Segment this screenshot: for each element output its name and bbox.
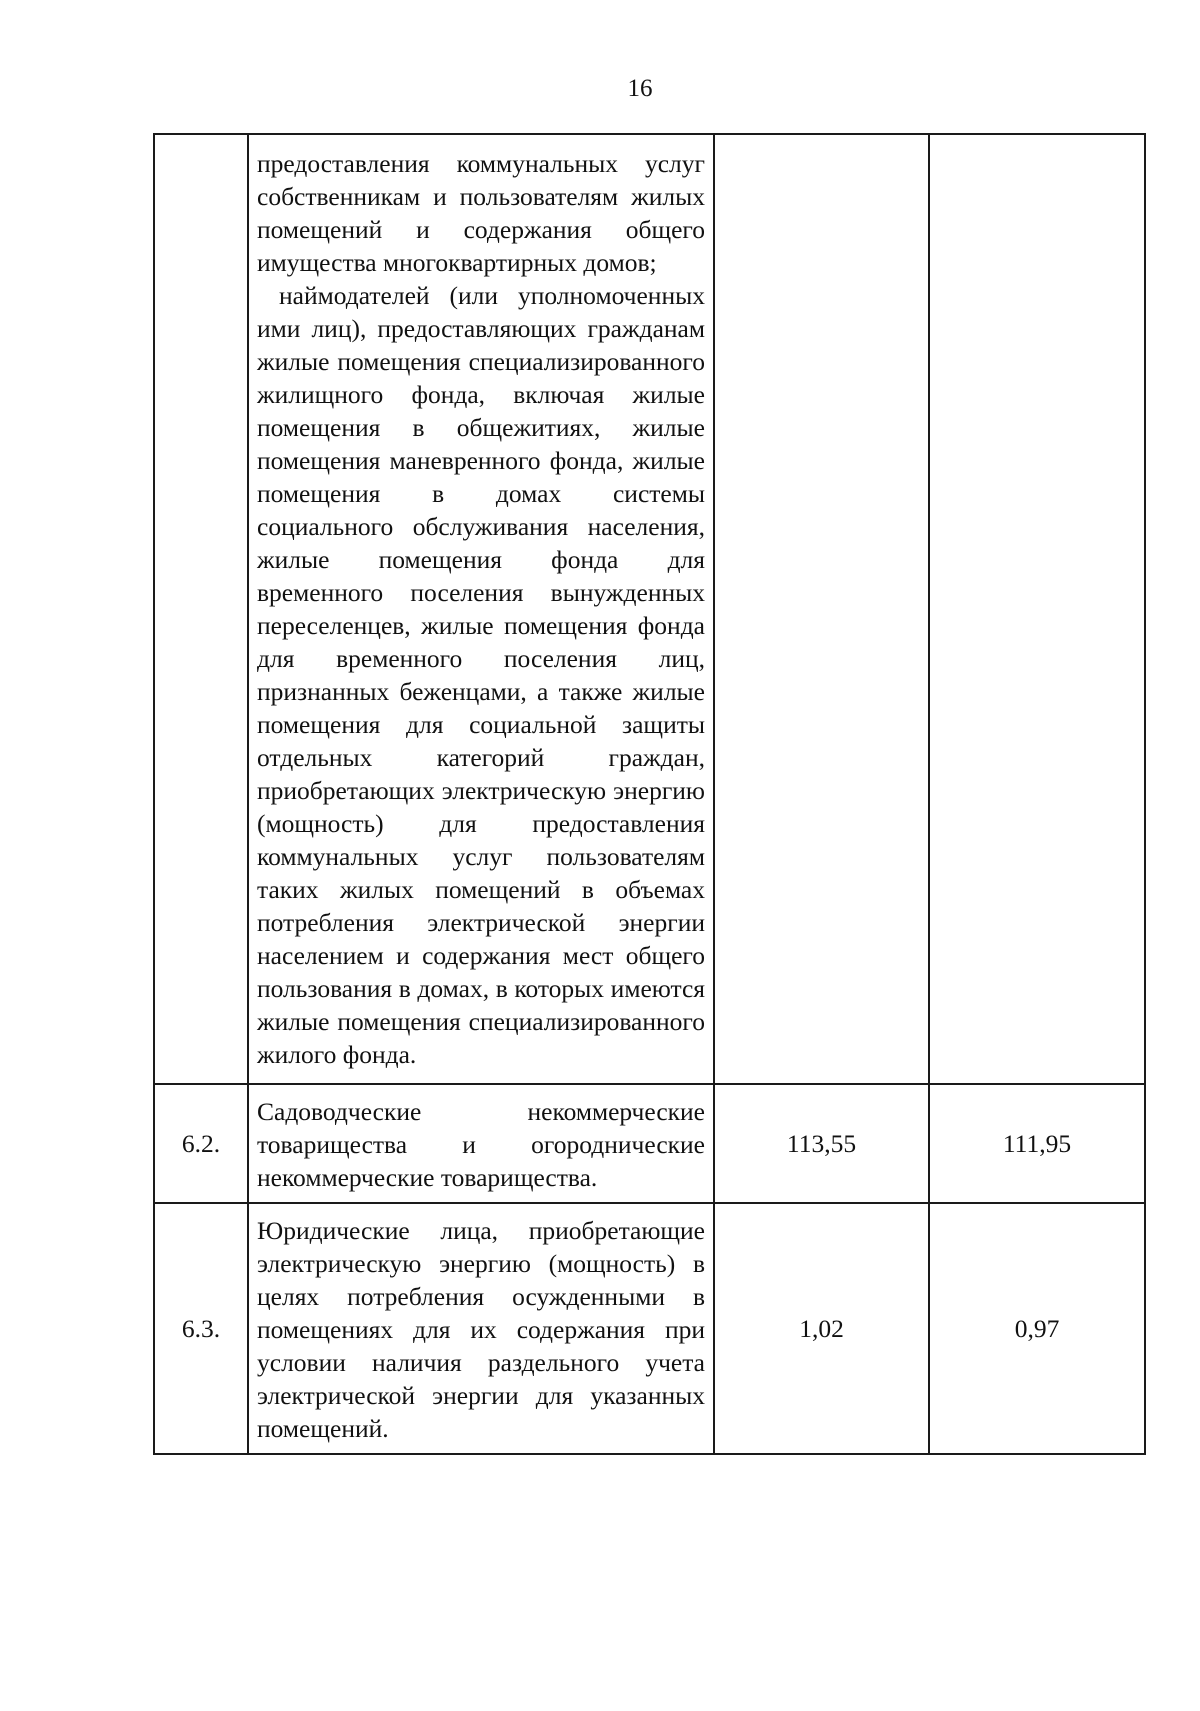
value-cell-2: 111,95 — [929, 1084, 1145, 1203]
value-cell-1: 113,55 — [714, 1084, 929, 1203]
row-number-cell — [154, 134, 248, 1084]
row-number-cell: 6.2. — [154, 1084, 248, 1203]
table-row — [154, 1084, 1145, 1203]
description-paragraph: Юридические лица, приобретающие электрическую энергию (мощность) в целях потребления осужденными в помещениях для их содержания при условии наличия раздельного учета электрической энергии для указанных помещений. — [257, 1216, 705, 1443]
description-paragraph: наймодателей (или уполномоченных ими лиц), предоставляющих гражданам жилые помещения специализированного жилищного фонда, включая жилые помещения в общежитиях, жилые помещения маневренного фонда, жилые помещения в домах системы социального обслуживания населения, жилые помещения фонда для временного поселения вынужденных переселенцев, жилые помещения фонда для временного поселения лиц, признанных беженцами, а также жилые помещения для социальной защиты отдельных категорий граждан, приобретающих электрическую энергию (мощность) для предоставления коммунальных услуг пользователям таких жилых помещений в объемах потребления электрической энергии населением и содержания мест общего пользования в домах, в которых имеются жилые помещения специализированного жилого фонда. — [257, 281, 705, 1069]
table-row — [154, 1203, 1145, 1454]
value-cell-1: 1,02 — [714, 1203, 929, 1454]
value-cell-2 — [929, 134, 1145, 1084]
value-cell-2: 0,97 — [929, 1203, 1145, 1454]
row-description-cell — [248, 134, 714, 1084]
page-number: 16 — [627, 75, 653, 102]
row-number-cell: 6.3. — [154, 1203, 248, 1454]
row-description-cell — [248, 1203, 714, 1454]
table-row-continuation — [154, 134, 1145, 1084]
description-paragraph: предоставления коммунальных услуг собственникам и пользователям жилых помещений и содержания общего имущества многоквартирных домов; — [257, 149, 705, 277]
value-cell-1 — [714, 134, 929, 1084]
row-description-cell — [248, 1084, 714, 1203]
tariff-table — [153, 133, 1146, 1455]
description-paragraph: Садоводческие некоммерческие товарищества и огороднические некоммерческие товарищества. — [257, 1097, 705, 1192]
